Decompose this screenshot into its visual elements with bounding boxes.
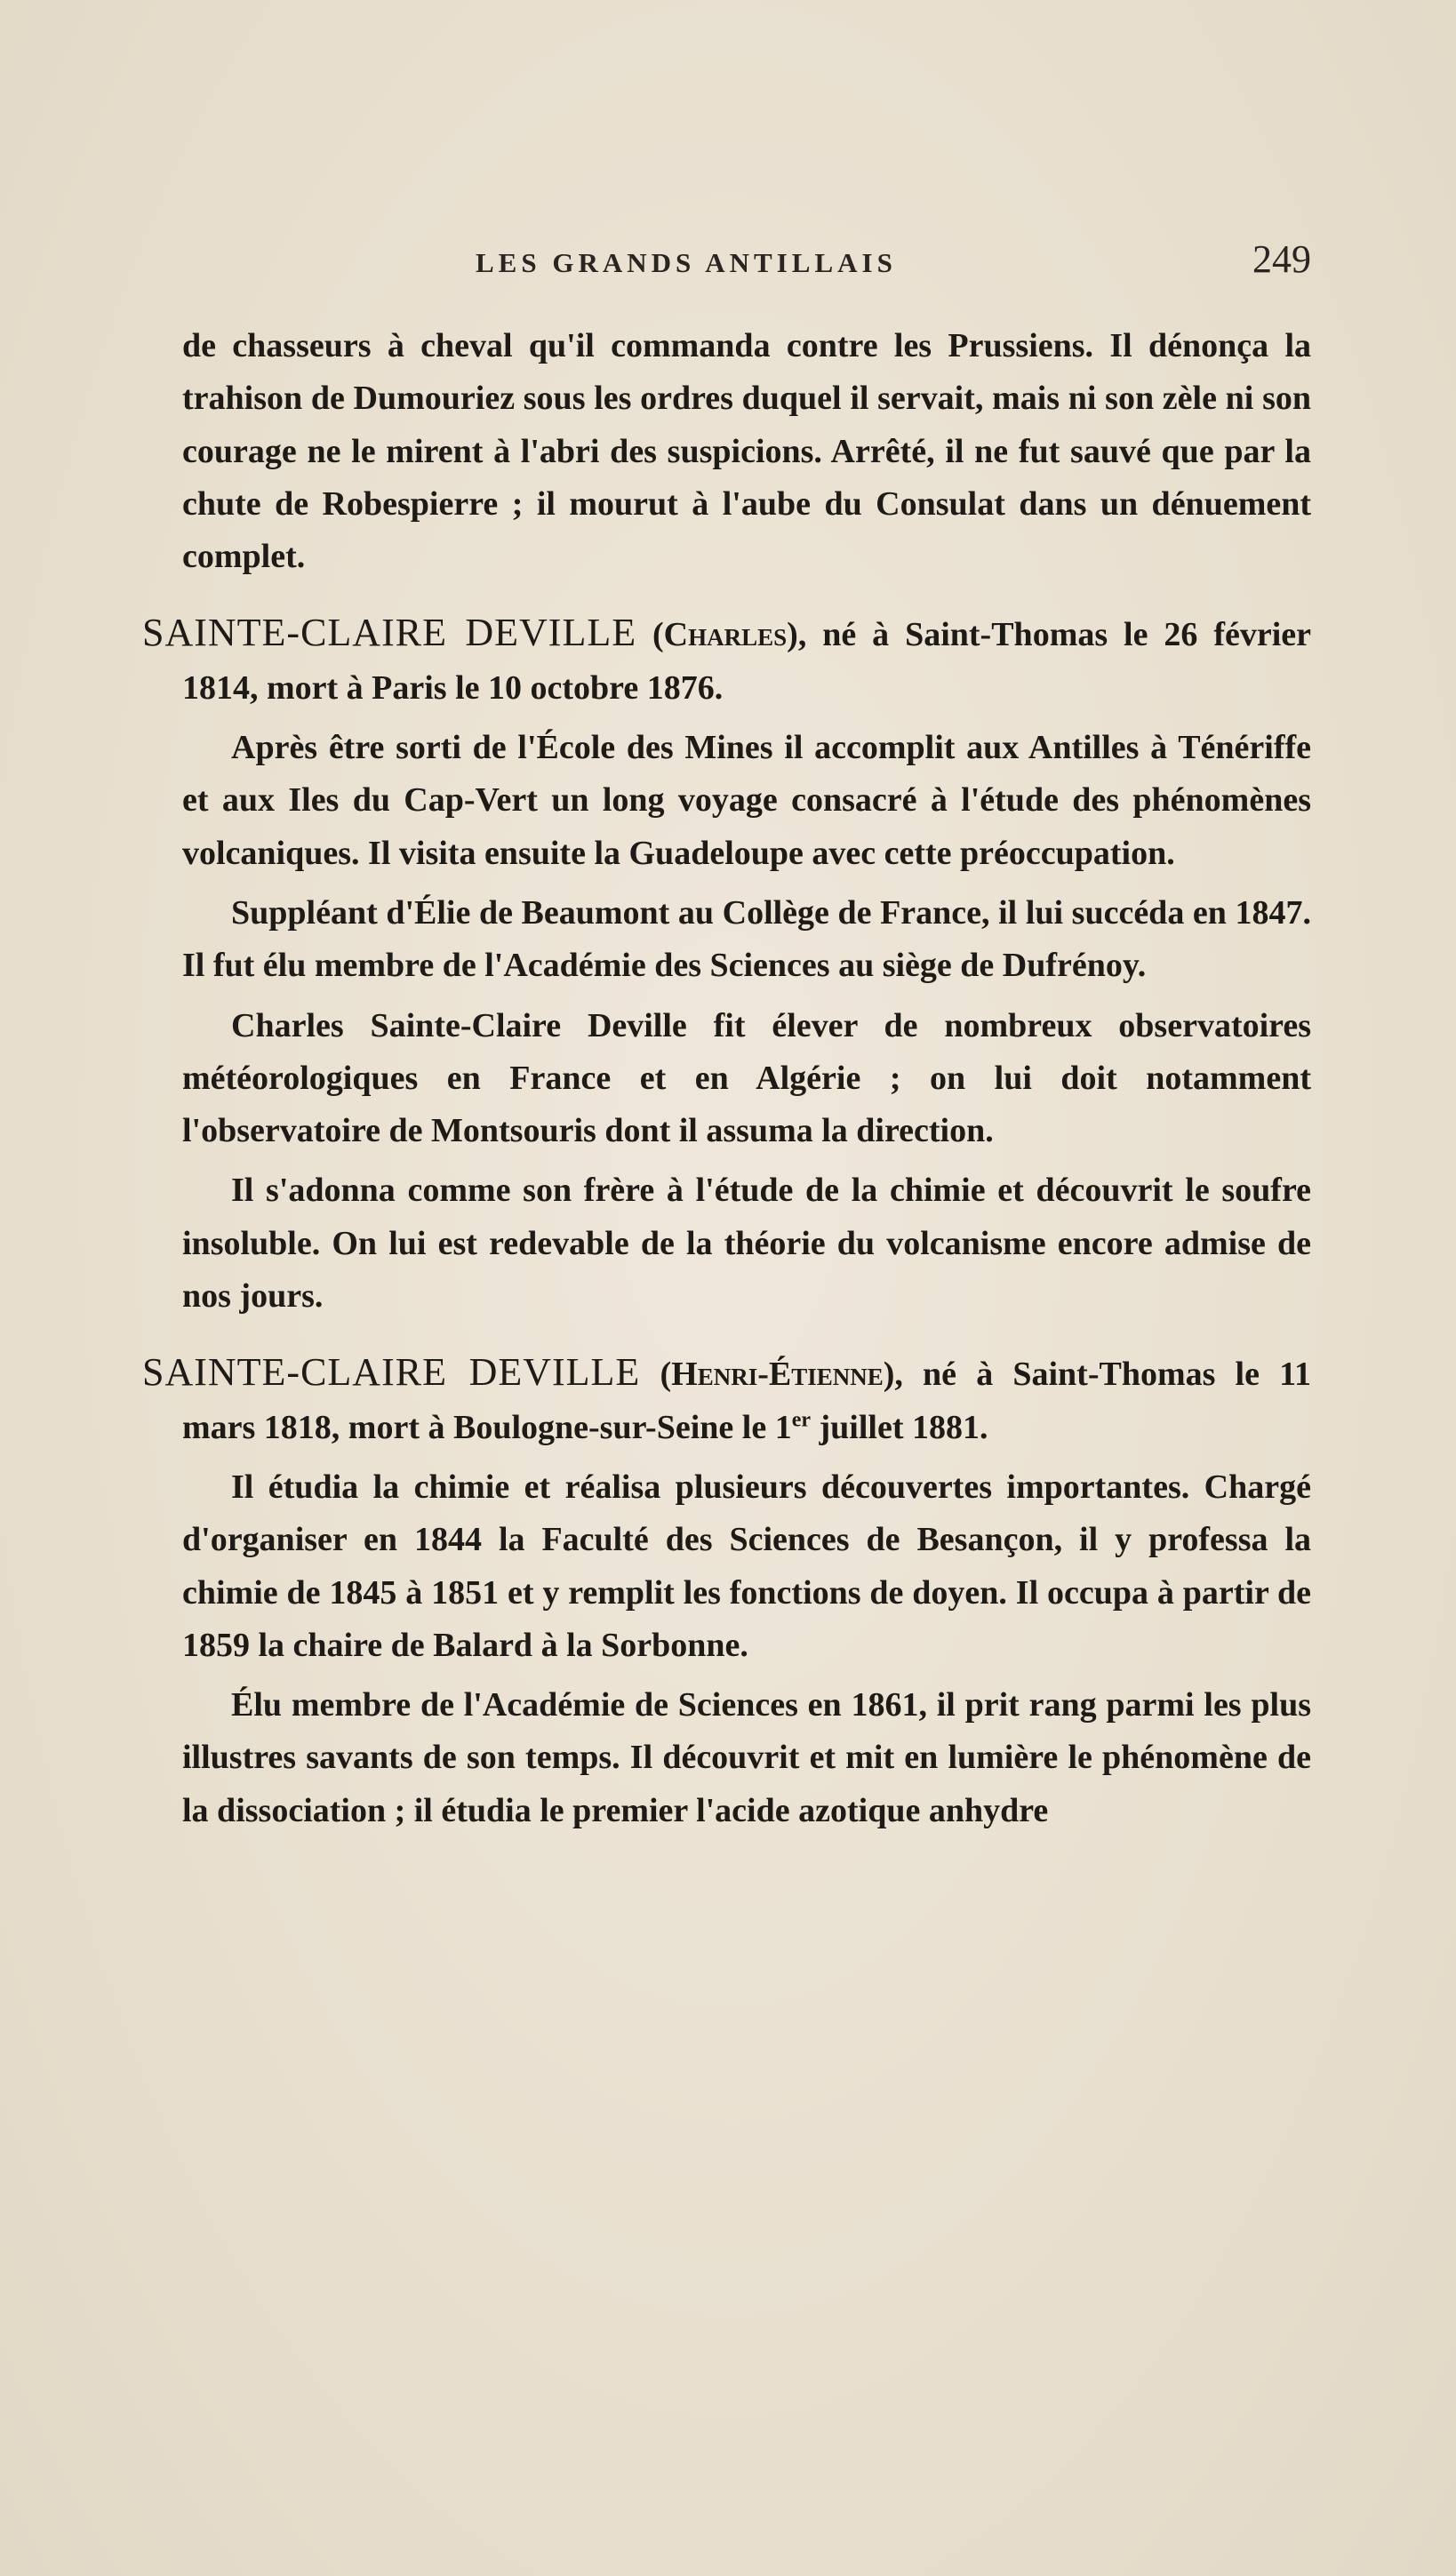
entry-intro: , né à Saint-Thomas le 26 février 1814, mort à Paris le 10 octobre 1876. <box>182 616 1311 707</box>
page-number: 249 <box>1252 237 1311 281</box>
entry-forename-wrap: (Charles) <box>652 616 798 654</box>
entry-intro: , né à Saint-Thomas le 11 mars 1818, mort à Boulogne-sur-Seine le 1 <box>182 1356 1312 1446</box>
ordinal-suffix: er <box>791 1407 812 1431</box>
entry-surname: SAINTE-CLAIRE DEVILLE <box>142 611 637 655</box>
entry-forename: Henri-Étienne <box>671 1356 884 1394</box>
entry-intro-end: juillet 1881. <box>811 1408 988 1446</box>
body-text <box>142 320 1312 1837</box>
entry-forename: Charles <box>663 616 788 654</box>
continuation-paragraph: de chasseurs à cheval qu'il commanda contre les Prussiens. Il dénonça la trahison de Dumouriez sous les ordres duquel il servait, mais ni son zèle ni son courage ne le mirent à l'abri des suspicions. Arrêté, il ne fut sauvé que par la chute de Robespierre ; il mourut à l'aube du Consulat dans un dénuement complet. <box>182 327 1311 576</box>
entry-charles <box>142 606 1311 715</box>
paragraph: Il s'adonna comme son frère à l'étude de la chimie et découvrit le soufre insoluble. On lui est redevable de la théorie du volcanisme encore admise de nos jours. <box>182 1172 1311 1316</box>
paragraph: Après être sorti de l'École des Mines il accomplit aux Antilles à Ténériffe et aux Iles du Cap-Vert un long voyage consacré à l'étude des phénomènes volcaniques. Il visita ensuite la Guadeloupe avec cette préoccupation. <box>182 729 1311 872</box>
paragraph: Il étudia la chimie et réalisa plusieurs découvertes importantes. Chargé d'organiser en 1844 la Faculté des Sciences de Besançon, il y professa la chimie de 1845 à 1851 et y remplit les fonctions de doyen. Il occupa à partir de 1859 la chaire de Balard à la Sorbonne. <box>182 1468 1311 1664</box>
paragraph: Suppléant d'Élie de Beaumont au Collège de France, il lui succéda en 1847. Il fut élu membre de l'Académie des Sciences au siège de Dufrénoy. <box>182 893 1311 985</box>
paragraph: Charles Sainte-Claire Deville fit élever de nombreux observatoires météorologiques en France et en Algérie ; on lui doit notamment l'observatoire de Montsouris dont il assuma la direction. <box>182 1006 1311 1150</box>
running-header <box>182 236 1311 290</box>
running-title: LES GRANDS ANTILLAIS <box>476 247 897 278</box>
paragraph: Élu membre de l'Académie de Sciences en 1861, il prit rang parmi les plus illustres savants de son temps. Il découvrit et mit en lumière le phénomène de la dissociation ; il étudia le premier l'acide azotique anhydre <box>182 1686 1311 1829</box>
entry-surname: SAINTE-CLAIRE DEVILLE <box>142 1350 641 1395</box>
entry-forename-wrap: (Henri-Étienne) <box>660 1356 895 1394</box>
entry-henri-etienne <box>142 1346 1312 1454</box>
